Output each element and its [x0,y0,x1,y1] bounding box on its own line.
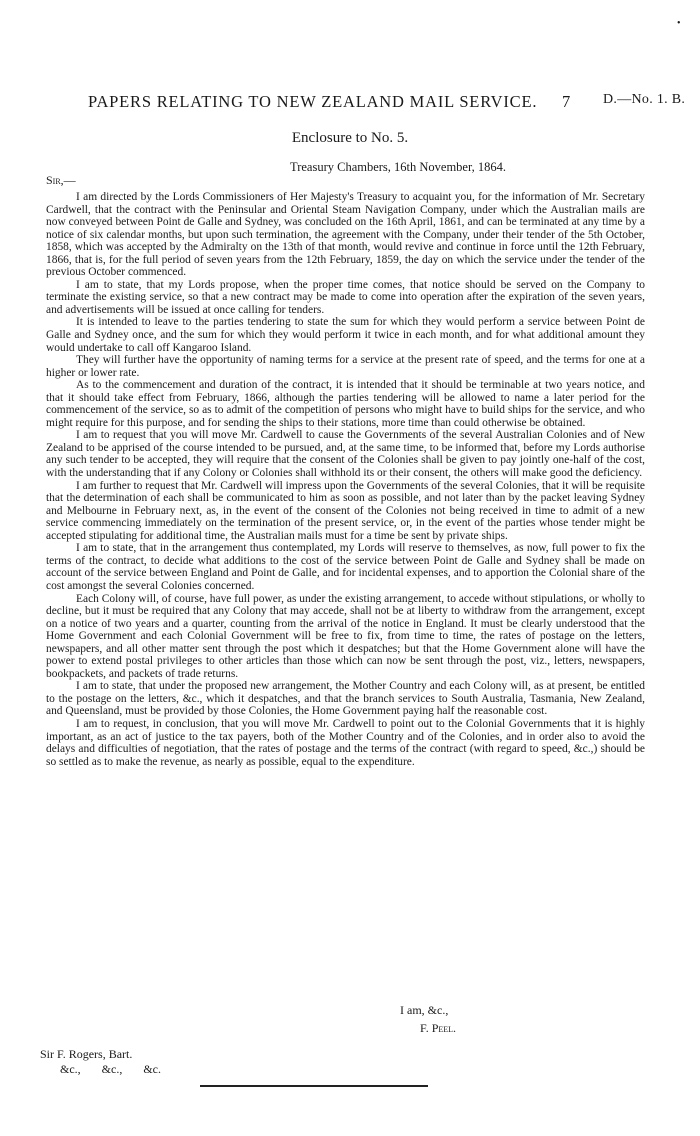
closing-rule [200,1085,428,1087]
closing-phrase: I am, &c., [400,1003,449,1017]
letter-salutation: Sir,— [46,173,76,187]
addressee-etc: &c., &c., &c. [60,1062,161,1076]
letter-dateline: Treasury Chambers, 16th November, 1864. [290,160,507,174]
signature: F. Peel. [420,1021,457,1035]
body-paragraph: As to the commencement and duration of the contract, it is intended that it should be terminable at two years notice, and that it should take effect from February, 1866, although the parties tendering will be allowed to name a later period for the commencement of the service, so as to admit of the competition of persons who might have to build ships for the service, and who might require for this purpose, and for sending the ships to their stations, more time than could otherwise be obtained. [46,379,645,429]
letter-body [46,191,645,768]
body-paragraph: I am to request that you will move Mr. Cardwell to cause the Governments of the several Australian Colonies and of New Zealand to be apprised of the course intended to be pursued, and, at the same time, to be informed that, before my Lords authorise any such tender to be accepted, they will require that the consent of the Colonies shall be given to pay jointly one-half of the cost, with the understanding that if any Colony or Colonies shall withhold its or their consent, the others will make good the deficiency. [46,429,645,480]
header-title: PAPERS RELATING TO NEW ZEALAND MAIL SERVICE. [88,92,538,111]
addressee-name: Sir F. Rogers, Bart. [40,1047,133,1061]
enclosure-title: Enclosure to No. 5. [291,130,409,146]
body-paragraph: I am to state, that under the proposed new arrangement, the Mother Country and each Colony will, as at present, be entitled to the postage on the letters, &c., which it despatches, and that the branch services to South Australia, Tasmania, New Zealand, and Queensland, must be provided by those Colonies, the Home Government paying half the reasonable cost. [46,680,645,718]
body-paragraph: I am further to request that Mr. Cardwell will impress upon the Governments of the several Colonies, that it will be requisite that the determination of each shall be communicated to him as soon as possible, and not later than by the packet leaving Sydney and Melbourne in February next, as, in the event of the consent of the Colonies not being received in time to admit of a new service commencing immediately on the termination of the present service, or, in the event of the parties whose tender might be accepted stipulating for additional time, the Australian mails must for a time be sent by private ships. [46,479,645,542]
body-paragraph: I am directed by the Lords Commissioners of Her Majesty's Treasury to acquaint you, for the information of Mr. Secretary Cardwell, that the contract with the Peninsular and Oriental Steam Navigation Company, under which the Australian mails are now conveyed between Point de Galle and Sydney, was concluded on the 16th April, 1861, and can be terminated at any time by a notice of six calendar months, but upon such termination, the agreement with the Company, under their tender of the 5th October, 1858, which was accepted by the Admiralty on the 13th of that month, would revive and continue in force until the 12th February, 1866, that is, for the full period of seven years from the 12th February, 1859, the day on which the service under the tender of the previous October commenced. [46,191,645,279]
body-paragraph: Each Colony will, of course, have full power, as under the existing arrangement, to accede without stipulations, or wholly to decline, but it must be required that any Colony that may accede, shall not be at liberty to withdraw from the arrangement, except on a notice of two years and a quarter, counting from the arrival of the notice in England. It must be clearly understood that the Home Government and each Colonial Government will be free to fix, from time to time, the rates of postage on the letters, newspapers, and all other matter sent through the post which it despatches; but that the Home Government alone will have the power to extend postal privileges to other articles than those which can now be sent through the post, viz., letters, newspapers, bookpackets, and packets of trade returns. [46,592,645,680]
body-paragraph: I am to state, that my Lords propose, when the proper time comes, that notice should be served on the Company to terminate the existing service, so that a new contract may be made to come into operation after the expiration of the seven years, and advertisements will be issued at once calling for tenders. [46,278,645,316]
running-header [0,92,700,116]
body-paragraph: It is intended to leave to the parties tendering to state the sum for which they would perform a service between Point de Galle and Sydney once, and the sum for which they would perform it twice in each month, and for what additional amount they would undertake to call off Kangaroo Island. [46,316,645,354]
body-paragraph: I am to state, that in the arrangement thus contemplated, my Lords will reserve to themselves, as now, full power to fix the terms of the contract, to decide what additions to the cost of the service between Point de Galle and Sydney shall be made on account of the service between England and Point de Galle, and for incidental expenses, and to apportion the Colonial share of the cost amongst the several Colonies concerned. [46,542,645,592]
page-number: 7 [562,92,571,111]
page-mark: • [677,18,681,29]
document-reference: D.—No. 1. B. [603,92,686,107]
body-paragraph: They will further have the opportunity of naming terms for a service at the present rate of speed, and the terms for one at a higher or lower rate. [46,354,645,379]
body-paragraph: I am to request, in conclusion, that you will move Mr. Cardwell to point out to the Colonial Governments that it is highly important, as an act of justice to the tax payers, both of the Mother Country and of the Colonies, and in order also to avoid the delays and difficulties of negotiation, that the rates of postage and the terms of the contract (with regard to speed, &c.,) should be so settled as to make the revenue, as nearly as possible, equal to the expenditure. [46,717,645,768]
